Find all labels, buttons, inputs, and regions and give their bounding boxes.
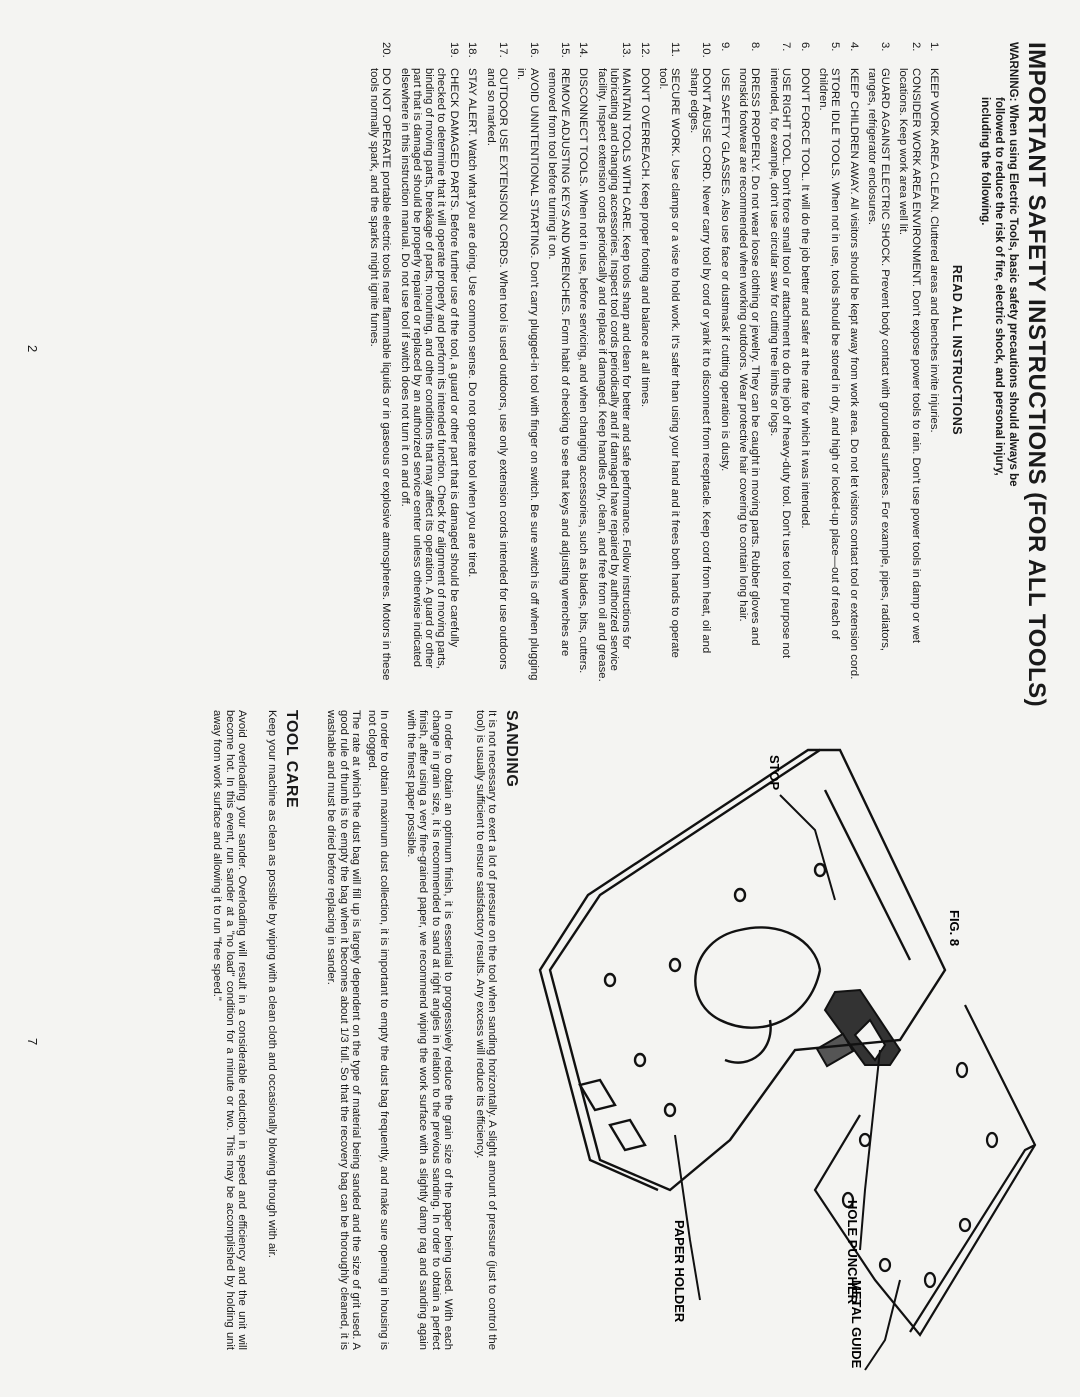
rule-number: 17. <box>496 42 509 58</box>
safety-rule-item <box>737 42 762 682</box>
page-number-left: 2 <box>25 345 40 353</box>
rule-number: 11. <box>669 42 682 57</box>
label-metal-guide: METAL GUIDE <box>849 1280 864 1369</box>
rule-text: KEEP CHILDREN AWAY. All visitors should be kept away from work area. Do not let visitors contact tool or extension cord. <box>847 68 860 680</box>
rule-number: 12. <box>638 42 651 58</box>
sanding-para-3: In order to obtain maximum dust collection, it is important to empty the dust bag frequently, and make sure opening in housing is not clogged. <box>365 710 390 1350</box>
rule-number: 4. <box>847 42 860 52</box>
rule-text: DISCONNECT TOOLS. When not in use, before servicing, and when changing accessories, such as blades, bits, cutters. <box>577 68 590 674</box>
rule-number: 2. <box>909 42 922 52</box>
rule-text: USE SAFETY GLASSES. Also use face or dustmask if cutting operation is dusty. <box>718 68 731 472</box>
rule-text: STORE IDLE TOOLS. When not in use, tools should be stored in dry, and high or locked-up place—out of reach of children. <box>817 68 842 640</box>
rule-number: 10. <box>700 42 713 58</box>
sanding-heading: SANDING <box>503 710 520 788</box>
rule-text: STAY ALERT. Watch what you are doing. Use common sense. Do not operate tool when you are tired. <box>466 68 479 578</box>
rule-number: 14. <box>577 42 590 58</box>
safety-rule-item <box>928 42 940 682</box>
rule-text: CHECK DAMAGED PARTS. Before further use of the tool, a guard or other part that is damaged should be carefully checked to determine that it will operate properly and perform its intended function. Check for alignment of moving parts, binding of moving parts, breakage of parts, mounting, and other conditions that may affect its operation. A guard or other part that is damaged should be properly repaired or replaced by an authorized service center unless otherwise indicated elsewhere in this instruction manual. Do not use tool if switch does not turn it on and off. <box>398 68 460 669</box>
warning-block <box>978 42 1020 682</box>
rule-number: 8. <box>749 42 762 52</box>
safety-rule-item <box>515 42 540 682</box>
warning-line-1: WARNING: When using Electric Tools, basic safety precautions should always be <box>1007 42 1019 487</box>
safety-title: IMPORTANT SAFETY INSTRUCTIONS (FOR ALL TOOLS) <box>1023 42 1050 708</box>
safety-rule-item <box>897 42 922 682</box>
rule-text: AVOID UNINTENTIONAL STARTING. Don't carry plugged-in tool with finger on switch. Be sure switch is off when plugging in. <box>515 68 540 681</box>
rule-number: 16. <box>527 42 540 58</box>
rule-number: 5. <box>829 42 842 52</box>
label-leader-lines <box>675 795 900 1370</box>
safety-rule-item <box>768 42 793 682</box>
safety-rule-item <box>466 42 478 682</box>
safety-rule-item <box>848 42 860 682</box>
safety-rule-item <box>798 42 810 682</box>
safety-rule-item <box>718 42 730 682</box>
rule-text: DON'T ABUSE CORD. Never carry tool by cord or yank it to disconnect from receptacle. Keep cord from heat, oil and sharp edges. <box>687 68 713 654</box>
read-all-heading: READ ALL INSTRUCTIONS <box>950 264 964 436</box>
fig-label: FIG. 8 <box>947 910 962 947</box>
rule-number: 13. <box>620 42 633 58</box>
sanding-para-4: The rate at which the dust bag will fill up is largely dependent on the type of material being sanded and the size of grit used. A good rule of thumb is to empty the bag when it becomes about 1/3 full. So that the recovery bag can be thoroughly cleaned, it is washable and must be dried before replacing in sander. <box>325 710 362 1350</box>
rule-number: 3. <box>878 42 891 52</box>
rule-number: 19. <box>447 42 460 58</box>
rule-number: 18. <box>466 42 479 58</box>
safety-rule-item <box>484 42 509 682</box>
rule-text: KEEP WORK AREA CLEAN. Cluttered areas and benches invite injuries. <box>928 68 940 433</box>
rule-text: MAINTAIN TOOLS WITH CARE. Keep tools sharp and clean for better and safe performance. Follow instructions for lubricating and changing accessories. Inspect tool cords periodically and if damaged have repaired by authorized service facility. Inspect extension cords periodically and replace if damaged. Keep handles dry, clean, and free from oil and grease. <box>595 68 633 682</box>
safety-rules-list <box>361 42 940 682</box>
rule-text: SECURE WORK. Use clamps or a vise to hold work. It's safer than using your hand and it frees both hands to operate tool. <box>657 68 682 658</box>
tool-care-para-1: Keep your machine as clean as possible by wiping with a clean cloth and occasionally blowing through with air. <box>266 710 278 1258</box>
safety-rule-item <box>638 42 650 682</box>
rule-number: 20. <box>380 42 393 58</box>
rule-text: USE RIGHT TOOL. Don't force small tool or attachment to do the job of heavy-duty tool. Don't use tool for purpose not intended, for example, don't use circular saw for cutting tree limbs or logs. <box>767 68 793 659</box>
fig-8-sander-base-diagram <box>530 720 1070 1390</box>
rule-number: 6. <box>798 42 811 52</box>
safety-rule-item <box>577 42 589 682</box>
rule-text: DO NOT OPERATE portable electric tools near flammable liquids or in gaseous or explosive atmospheres. Motors in these tools normally spark, and the sparks might ignite fumes. <box>367 68 393 681</box>
page-sanding-tool-care <box>0 700 1080 1397</box>
safety-rule-item <box>817 42 842 682</box>
page-number-right: 7 <box>25 1038 40 1046</box>
safety-rule-item <box>866 42 891 682</box>
tool-care-para-2: Avoid overloading your sander. Overloading will result in a considerable reduction in speed and efficiency and the unit will become hot. In this event, run sander at a "no load" condition for a minute or two. This may be accomplished by holding unit away from work surface and allowing it to run "free speed." <box>211 710 248 1350</box>
safety-rule-item <box>546 42 571 682</box>
tool-care-heading: TOOL CARE <box>283 710 300 809</box>
hole-puncher <box>817 990 900 1066</box>
safety-rule-item <box>657 42 682 682</box>
rule-number: 1. <box>928 42 940 52</box>
label-hole-puncher: HOLE PUNCHER <box>845 1200 860 1305</box>
sanding-para-2: In order to obtain an optimum finish, it is essential to progressively reduce the grain size of the paper being used. With each change in grain size, it is recommended to sand at right angles in relation to the previous sanding. In order to obtain a perfect finish, after using a very fine-grained paper, we recommend wiping the work surface with a slightly damp rag and sanding again with the finest paper possible. <box>404 710 454 1350</box>
rule-text: OUTDOOR USE EXTENSION CORDS. When tool is used outdoors, use only extension cords intended for use outdoors and so marked. <box>484 68 509 670</box>
rule-text: GUARD AGAINST ELECTRIC SHOCK. Prevent body contact with grounded surfaces. For example, pipes, radiators, ranges, refrigerator enclosures. <box>866 68 891 652</box>
label-stop: STOP <box>767 755 782 791</box>
safety-rule-item <box>595 42 632 682</box>
safety-rule-item <box>367 42 392 682</box>
rule-text: DON'T OVERREACH. Keep proper footing and balance at all times. <box>638 68 651 408</box>
rule-text: CONSIDER WORK AREA ENVIRONMENT. Don't expose power tools to rain. Don't use power tools in damp or wet locations. Keep work area well lit. <box>897 68 922 644</box>
warning-line-3: including the following. <box>979 97 991 226</box>
rule-number: 15. <box>558 42 571 58</box>
rule-text: DON'T FORCE TOOL. It will do the job better and safer at the rate for which it was intended. <box>798 68 811 529</box>
safety-rule-item <box>688 42 713 682</box>
safety-rule-item <box>398 42 459 682</box>
rule-number: 9. <box>718 42 731 52</box>
rule-text: DRESS PROPERLY. Do not wear loose clothing or jewelry. They can be caught in moving parts. Rubber gloves and nonskid footwear are recommended when working outdoors. Wear protective hair covering to contain long hair. <box>737 68 762 646</box>
label-paper-holder: PAPER HOLDER <box>672 1220 687 1323</box>
base-plate <box>540 750 945 1190</box>
sanding-para-1: It is not necessary to exert a lot of pressure on the tool when sanding horizontally. A slight amount of pressure (just to control the tool) is usually sufficient to ensure satisfactory results. Any excess will reduce its efficiency. <box>473 710 498 1350</box>
rule-number: 7. <box>780 42 793 52</box>
rule-text: REMOVE ADJUSTING KEYS AND WRENCHES. Form habit of checking to see that keys and adjusting wrenches are removed from tool before turning it on. <box>546 68 571 657</box>
warning-line-2: followed to reduce the risk of fire, electric shock, and personal injury, <box>993 97 1005 476</box>
